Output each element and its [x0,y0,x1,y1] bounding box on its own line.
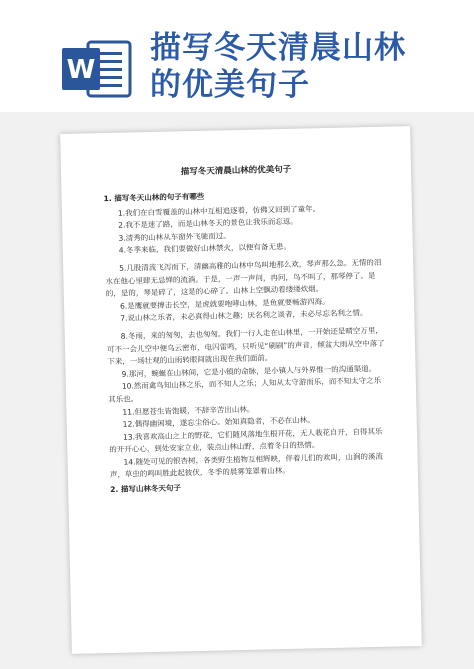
section-heading-2: 2. 描写山林冬天句子 [110,483,181,495]
banner [0,0,474,120]
document-content [103,185,390,499]
paragraph-12: 12.偶得幽闲境，遂忘尘俗心。始知真隐者，不必在山林。 [122,415,315,429]
paragraph-11: 11.但愿苍生皆饱暖，不辞辛苦出山林。 [122,404,255,417]
document-page [60,126,422,654]
section-heading-1: 1. 描写冬天山林的句子有哪些 [103,191,205,204]
paragraph-10: 10.然而禽鸟知山林之乐，而不知人之乐；人知从太守游而乐，而不知太守之乐其乐也。 [108,376,382,404]
logo-letter: W [66,55,96,85]
paragraph-2: 2.我不是迷了路，而是山林冬天的景色让我乐而忘返。 [118,216,298,230]
paragraph-6: 6.是鹰就要搏击长空，是虎就要咆哮山林，是鱼就要畅游四海。 [119,296,330,311]
paragraph-1: 1.我们在白雪覆盖的山林中互相追逐着，仿佛又回到了童年。 [117,203,321,218]
banner-title [150,30,406,104]
paragraph-14: 14.随处可见的银杏树，各类野生植物互相辉映，伴着儿们的欢叫，山涧的溪流声，草虫的鸣叫胜此起彼伏，冬季的晨雾笼罩着山林。 [109,451,384,480]
paragraph-3: 3.清秀的山林从车窗外飞驰而过。 [118,230,231,243]
banner-title-line1: 描写冬天清晨山林 [150,30,406,66]
document-title: 描写冬天清晨山林的优美句子 [180,164,292,178]
paragraph-4: 4.冬季来临，我们要做好山林禁火，以便有备无患。 [118,242,292,256]
paragraph-7: 7.说山林之乐者，未必真得山林之趣；厌名利之谈者，未必尽忘名利之情。 [120,308,368,324]
banner-title-line2: 的优美句子 [150,67,310,103]
paragraph-8: 8.冬雨，来的匆匆，去也匆匆。我们一行人走在山林里，一开始还是晴空万里，可不一会儿空中便乌云密布，电闪雷鸣，只听见“刷刷”的声音，倾盆大雨从空中落了下来，一场壮观的山雨转眼间就出现在我们面前。 [106,325,385,367]
paragraph-9: 9.那河，蜿蜒在山林间，它是小镇的命脉，是小镇人与外界惟一的沟通渠道。 [121,363,377,379]
paragraph-5: 5.几股清流飞泻而下，清幽高雅的山林中鸟叫地那么欢，琴声那么急。无情的泪水在他心里肆无忌惮的流淌。于是，一声一声问，冉问，鸟不叫了，那琴停了。是的，是的，琴是碎了，这是的心碎了。山林上空飘动着缕缕炊烟。 [105,257,382,299]
paragraph-13: 13.我喜欢高山之上的野花，它们随风落地生根开花，无人栽花自开，自得其乐的开开心心，到处安家立业，装点山林山野，点着冬日的热情。 [109,426,383,455]
word-document-icon [62,38,132,100]
